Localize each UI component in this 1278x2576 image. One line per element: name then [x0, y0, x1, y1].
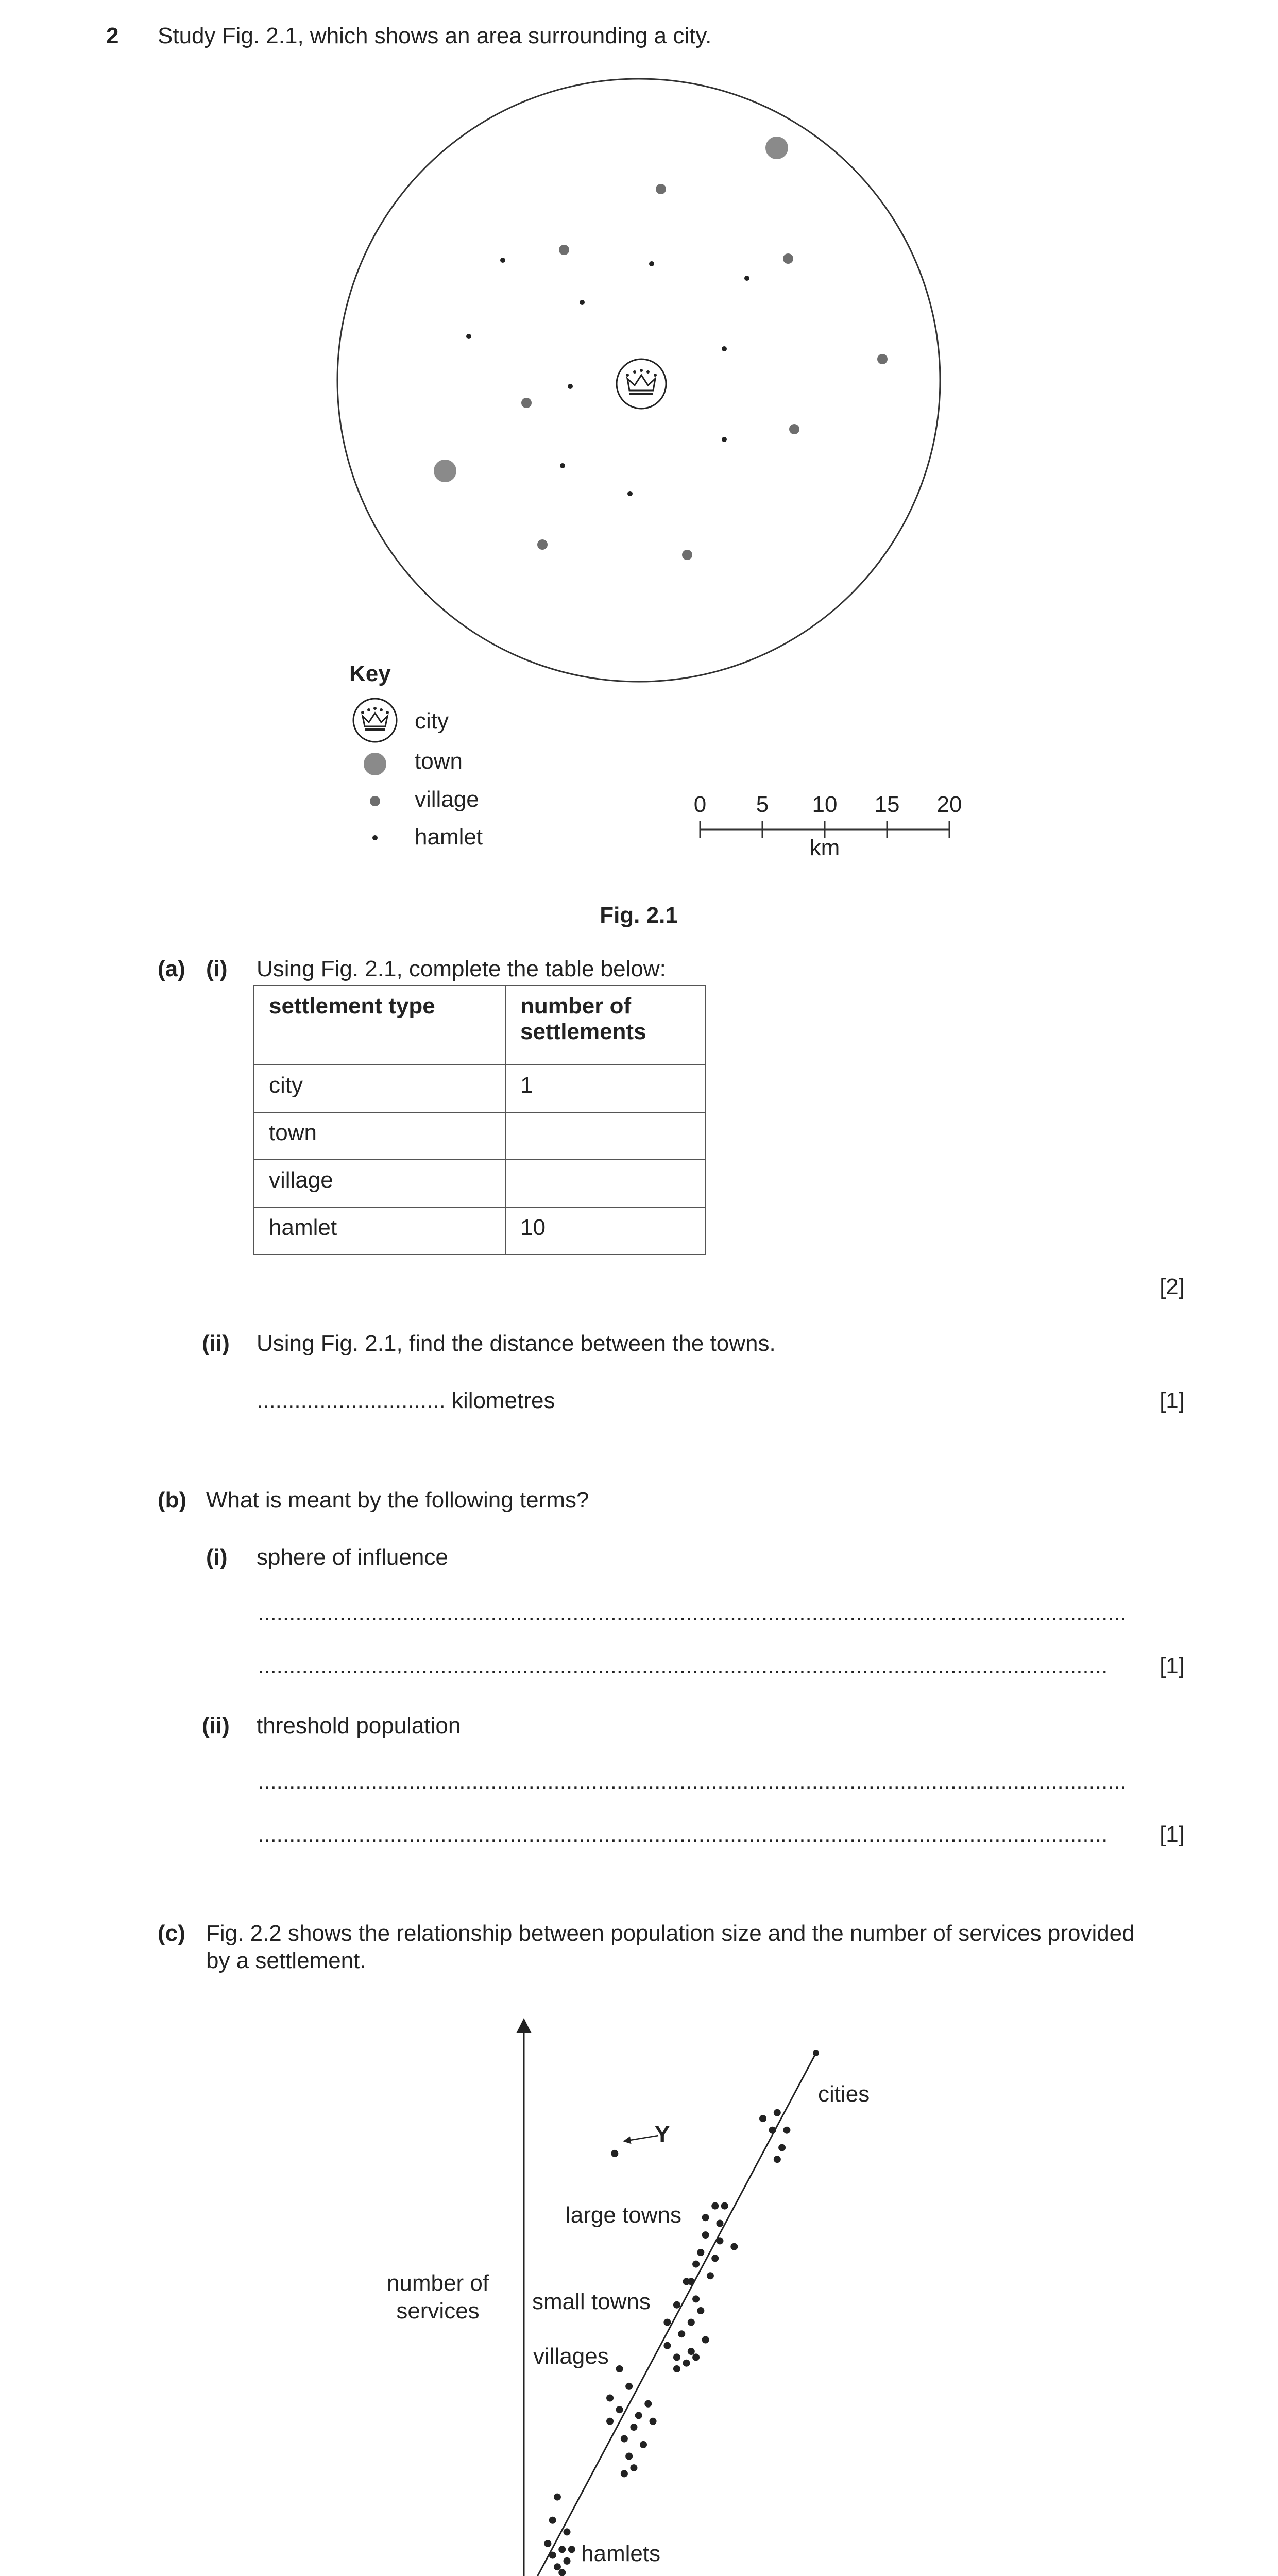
fig-2-1-caption: Fig. 2.1: [600, 903, 678, 928]
part-c-prompt-line1: Fig. 2.2 shows the relationship between population size and the number of services provided: [206, 1921, 1135, 1946]
scatter-point-hamlets: [554, 2563, 561, 2570]
scatter-point-hamlets: [558, 2546, 566, 2553]
scatter-point-small-towns: [663, 2319, 671, 2326]
table-cell-type: village: [254, 1160, 505, 1207]
scatter-point-large-towns: [711, 2255, 719, 2262]
key-label-hamlet: hamlet: [415, 824, 483, 850]
annotation-small-towns: small towns: [532, 2289, 651, 2314]
scatter-point-villages: [616, 2406, 623, 2413]
scatter-point-large-towns: [697, 2249, 704, 2256]
marks-b-ii: [1]: [1160, 1822, 1185, 1847]
answer-line[interactable]: .......................................................................................................................................: [258, 1653, 1108, 1679]
scatter-point-cities: [778, 2144, 786, 2151]
scatter-point-large-towns: [702, 2214, 709, 2221]
scatter-point-large-towns: [702, 2231, 709, 2239]
scale-tick-label: 0: [693, 792, 707, 817]
table-cell-type: hamlet: [254, 1207, 505, 1255]
scatter-point-large-towns: [692, 2261, 700, 2268]
scatter-point-large-towns: [688, 2278, 695, 2285]
scatter-point-large-towns: [716, 2237, 723, 2244]
part-a-label: (a): [158, 956, 185, 981]
scatter-point-villages: [621, 2435, 628, 2443]
scatter-points: [544, 2109, 790, 2576]
scatter-point-villages: [630, 2424, 637, 2431]
scatter-point-large-towns: [711, 2202, 719, 2210]
trend-line-end-dot: [813, 2050, 819, 2056]
scatter-point-small-towns: [688, 2348, 695, 2355]
scale-tick-label: 15: [874, 792, 900, 817]
question-number: 2: [106, 23, 119, 48]
annotation-cities: cities: [818, 2081, 870, 2107]
scatter-point-hamlets: [558, 2569, 566, 2576]
scatter-point-hamlets: [568, 2546, 575, 2553]
scatter-point-cities: [774, 2156, 781, 2163]
scatter-point-villages: [650, 2418, 657, 2425]
key-label-town: town: [415, 749, 463, 774]
part-b-label: (b): [158, 1487, 187, 1513]
annotation-y: Y: [655, 2122, 670, 2147]
scatter-point-villages: [616, 2365, 623, 2372]
scatter-point-large-towns: [707, 2272, 714, 2279]
scatter-point-small-towns: [692, 2295, 700, 2302]
scatter-point-cities: [783, 2127, 790, 2134]
scatter-point-small-towns: [683, 2360, 690, 2367]
scatter-point-y: [611, 2150, 618, 2157]
part-c-prompt-line2: by a settlement.: [206, 1948, 366, 1973]
scatter-point-small-towns: [678, 2330, 685, 2337]
annotation-villages: villages: [533, 2344, 609, 2369]
part-b-i-label: (i): [206, 1545, 228, 1570]
part-b-ii-label: (ii): [202, 1713, 230, 1738]
question-intro: Study Fig. 2.1, which shows an area surrounding a city.: [158, 23, 712, 48]
scatter-point-villages: [630, 2464, 637, 2471]
scatter-point-villages: [625, 2453, 633, 2460]
table-cell-type: city: [254, 1065, 505, 1112]
scatter-point-small-towns: [702, 2336, 709, 2344]
scatter-point-small-towns: [688, 2319, 695, 2326]
marks-a-i: [2]: [1160, 1274, 1185, 1299]
part-a-i-prompt: Using Fig. 2.1, complete the table below:: [257, 956, 666, 981]
scatter-point-large-towns: [730, 2243, 738, 2250]
scatter-point-small-towns: [673, 2353, 680, 2361]
scatter-point-hamlets: [549, 2517, 556, 2524]
kilometres-answer-line[interactable]: .............................. kilometres: [257, 1388, 555, 1413]
table-cell-count: 10: [505, 1207, 705, 1255]
key-label-city: city: [415, 708, 449, 734]
table-header-cell: settlement type: [254, 986, 505, 1065]
key-title: Key: [349, 661, 391, 686]
part-a-ii-label: (ii): [202, 1331, 230, 1356]
scatter-point-villages: [606, 2418, 614, 2425]
part-a-ii-prompt: Using Fig. 2.1, find the distance between the towns.: [257, 1331, 776, 1356]
scale-tick-label: 20: [936, 792, 962, 817]
answer-line[interactable]: .......................................................................................................................................: [258, 1822, 1108, 1847]
table-header-cell: number of settlements: [505, 986, 705, 1065]
answer-line[interactable]: ..........................................................................................................................................: [258, 1600, 1127, 1625]
scatter-point-small-towns: [692, 2353, 700, 2361]
annotation-large-towns: large towns: [566, 2202, 682, 2228]
scatter-point-villages: [621, 2470, 628, 2477]
key-label-village: village: [415, 787, 479, 812]
scatter-point-hamlets: [544, 2540, 551, 2547]
y-axis-label: number of services: [386, 2270, 489, 2324]
scatter-point-hamlets: [554, 2494, 561, 2501]
scatter-point-villages: [640, 2441, 647, 2448]
scatter-point-villages: [644, 2400, 652, 2408]
scatter-point-cities: [769, 2127, 776, 2134]
scatter-point-villages: [635, 2412, 642, 2419]
scale-unit: km: [809, 835, 840, 860]
scatter-point-cities: [774, 2109, 781, 2116]
part-b-ii-term: threshold population: [257, 1713, 461, 1738]
scale-tick-label: 5: [756, 792, 769, 817]
scatter-point-small-towns: [673, 2365, 680, 2372]
part-b-i-term: sphere of influence: [257, 1545, 448, 1570]
scatter-point-small-towns: [663, 2342, 671, 2349]
marks-a-ii: [1]: [1160, 1388, 1185, 1413]
scatter-point-large-towns: [716, 2220, 723, 2227]
scatter-point-hamlets: [564, 2528, 571, 2535]
scatter-point-villages: [625, 2383, 633, 2390]
scatter-point-small-towns: [673, 2301, 680, 2309]
scatter-point-hamlets: [564, 2557, 571, 2565]
scatter-point-small-towns: [697, 2307, 704, 2314]
scale-tick-label: 10: [812, 792, 838, 817]
scatter-point-hamlets: [549, 2552, 556, 2559]
part-a-i-label: (i): [206, 956, 228, 981]
scatter-point-villages: [606, 2395, 614, 2402]
table-cell-count: 1: [505, 1065, 705, 1112]
marks-b-i: [1]: [1160, 1653, 1185, 1679]
y-pointer-arrow: [624, 2136, 658, 2141]
table-cell-type: town: [254, 1112, 505, 1160]
part-c-label: (c): [158, 1921, 185, 1946]
part-b-prompt: What is meant by the following terms?: [206, 1487, 589, 1513]
answer-line[interactable]: ..........................................................................................................................................: [258, 1769, 1127, 1794]
scatter-point-large-towns: [721, 2202, 728, 2210]
annotation-hamlets: hamlets: [581, 2541, 661, 2566]
scatter-point-cities: [759, 2115, 766, 2122]
